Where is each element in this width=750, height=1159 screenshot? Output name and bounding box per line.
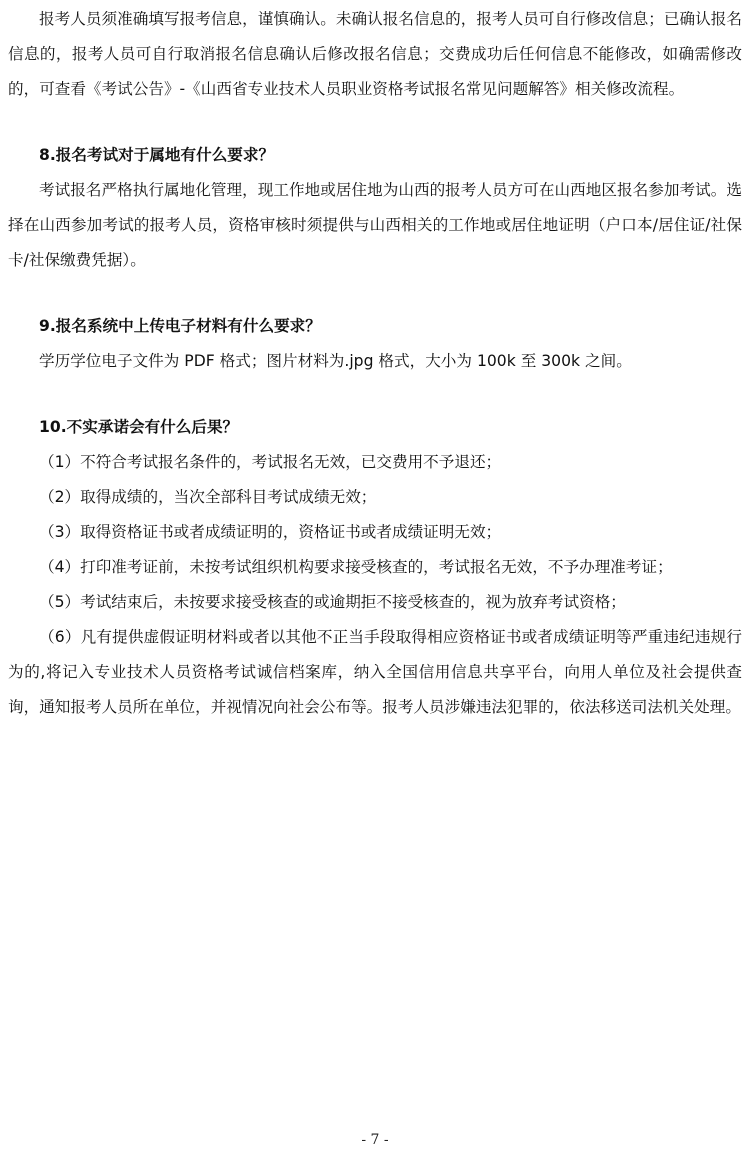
section-10-heading: 10.不实承诺会有什么后果？ [39,418,239,436]
section-9-body: 学历学位电子文件为 PDF 格式；图片材料为.jpg 格式，大小为 100k 至 300k 之间。 [39,352,632,370]
consequence-item-4: （4）打印准考证前，未按考试组织机构要求接受核查的，考试报名无效，不予办理准考证； [39,558,673,576]
page-number: - 7 - [361,1132,389,1148]
section-gap [8,379,742,410]
intro-paragraph: 报考人员须准确填写报考信息，谨慎确认。未确认报名信息的，报考人员可自行修改信息；已确认报名信息的，报考人员可自行取消报名信息确认后修改报名信息；交费成功后任何信息不能修改，如确需修改的，可查看《考试公告》-《山西省专业技术人员职业资格考试报名常见问题解答》相关修改流程。 [8,10,742,98]
consequence-item-5: （5）考试结束后，未按要求接受核查的或逾期拒不接受核查的，视为放弃考试资格； [39,593,626,611]
section-9-heading: 9.报名系统中上传电子材料有什么要求？ [39,317,321,335]
consequence-item-2: （2）取得成绩的，当次全部科目考试成绩无效； [39,488,377,506]
consequence-item-1: （1）不符合考试报名条件的，考试报名无效，已交费用不予退还； [39,453,502,471]
section-8-body: 考试报名严格执行属地化管理，现工作地或居住地为山西的报考人员方可在山西地区报名参加考试。选择在山西参加考试的报考人员，资格审核时须提供与山西相关的工作地或居住地证明（户口本/居住证/社保卡/社保缴费凭据）。 [8,181,742,269]
section-gap [8,107,742,138]
consequence-item-3: （3）取得资格证书或者成绩证明的，资格证书或者成绩证明无效； [39,523,502,541]
consequence-item-6: （6）凡有提供虚假证明材料或者以其他不正当手段取得相应资格证书或者成绩证明等严重违纪违规行为的,将记入专业技术人员资格考试诚信档案库，纳入全国信用信息共享平台，向用人单位及社会提供查询，通知报考人员所在单位，并视情况向社会公布等。报考人员涉嫌违法犯罪的，依法移送司法机关处理。 [8,628,742,716]
section-gap [8,278,742,309]
document-body [8,2,742,725]
section-8-heading: 8.报名考试对于属地有什么要求？ [39,146,275,164]
